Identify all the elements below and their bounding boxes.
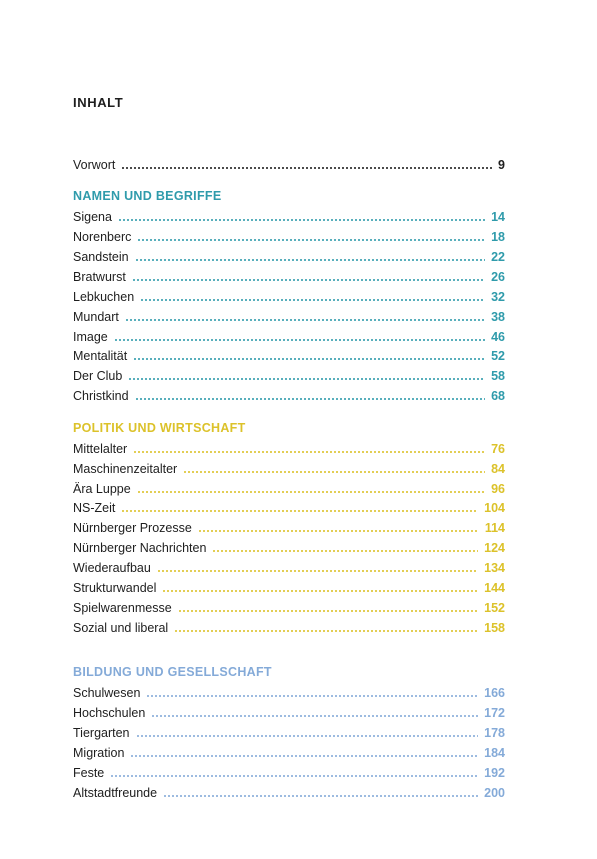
- toc-entry-label: Spielwarenmesse: [73, 601, 172, 615]
- toc-entry-label: Bratwurst: [73, 270, 126, 284]
- toc-entry-page: 152: [484, 601, 505, 615]
- toc-entry-page: 22: [491, 250, 505, 264]
- toc-entry-label: Strukturwandel: [73, 581, 157, 595]
- toc-entry[interactable]: [73, 287, 505, 307]
- toc-leader-dots: [135, 259, 485, 261]
- toc-entry[interactable]: [73, 618, 505, 638]
- toc-leader-dots: [174, 630, 478, 632]
- toc-leader-dots: [137, 491, 485, 493]
- toc-entry-page: 166: [484, 686, 505, 700]
- toc-entry-label: Hochschulen: [73, 706, 146, 720]
- toc-entry[interactable]: [73, 459, 505, 479]
- toc-entry-page: 124: [484, 541, 505, 555]
- toc-entry-label: Mittelalter: [73, 442, 128, 456]
- toc-entry-page: 192: [484, 766, 505, 780]
- toc-entry[interactable]: [73, 723, 505, 743]
- toc-entry-label: Sandstein: [73, 250, 129, 264]
- toc-entry-label: Christkind: [73, 389, 129, 403]
- toc-entry[interactable]: [73, 346, 505, 366]
- toc-entry-label: Der Club: [73, 369, 123, 383]
- toc-entry-page: 58: [491, 369, 505, 383]
- toc-entry[interactable]: [73, 227, 505, 247]
- toc-entry-page: 68: [491, 389, 505, 403]
- toc-leader-dots: [132, 279, 485, 281]
- toc-leader-dots: [157, 570, 478, 572]
- toc-entry-page: 144: [484, 581, 505, 595]
- section-heading-politik-und-wirtschaft: POLITIK UND WIRTSCHAFT: [73, 421, 246, 435]
- toc-entry-label: Image: [73, 330, 108, 344]
- toc-entry-page: 84: [491, 462, 505, 476]
- toc-entry[interactable]: [73, 703, 505, 723]
- toc-leader-dots: [137, 239, 485, 241]
- toc-entry[interactable]: [73, 783, 505, 803]
- toc-entry-label: Sigena: [73, 210, 112, 224]
- toc-entry-page: 38: [491, 310, 505, 324]
- toc-entry-page: 52: [491, 349, 505, 363]
- toc-entry-label: Schulwesen: [73, 686, 141, 700]
- toc-entry[interactable]: [73, 207, 505, 227]
- toc-entry-page: 9: [498, 158, 505, 172]
- toc-entry-page: 158: [484, 621, 505, 635]
- toc-entry[interactable]: [73, 683, 505, 703]
- toc-leader-dots: [198, 530, 479, 532]
- toc-entry-page: 114: [484, 521, 505, 535]
- toc-entry-page: 18: [491, 230, 505, 244]
- toc-entry-label: Nürnberger Prozesse: [73, 521, 192, 535]
- toc-entry-page: 178: [484, 726, 505, 740]
- toc-entry[interactable]: [73, 307, 505, 327]
- toc-leader-dots: [128, 378, 485, 380]
- toc-entry-page: 172: [484, 706, 505, 720]
- toc-leader-dots: [151, 715, 478, 717]
- toc-entry-page: 14: [491, 210, 505, 224]
- toc-entry[interactable]: [73, 598, 505, 618]
- toc-leader-dots: [136, 735, 479, 737]
- toc-entry-page: 32: [491, 290, 505, 304]
- toc-entry-page: 200: [484, 786, 505, 800]
- section-heading-namen-und-begriffe: NAMEN UND BEGRIFFE: [73, 189, 222, 203]
- toc-entry-label: Altstadtfreunde: [73, 786, 158, 800]
- toc-leader-dots: [146, 695, 478, 697]
- toc-entry[interactable]: [73, 538, 505, 558]
- toc-entry[interactable]: [73, 763, 505, 783]
- toc-leader-dots: [163, 795, 478, 797]
- section-heading-bildung-und-gesellschaft: BILDUNG UND GESELLSCHAFT: [73, 665, 272, 679]
- toc-entry-label: Sozial und liberal: [73, 621, 169, 635]
- toc-entry[interactable]: [73, 439, 505, 459]
- toc-entry-page: 104: [484, 501, 505, 515]
- toc-leader-dots: [212, 550, 478, 552]
- toc-entry[interactable]: [73, 743, 505, 763]
- toc-entry-page: 184: [484, 746, 505, 760]
- toc-entry[interactable]: [73, 498, 505, 518]
- toc-entry[interactable]: [73, 479, 505, 499]
- toc-entry-vorwort[interactable]: [73, 155, 505, 175]
- toc-entry[interactable]: [73, 327, 505, 347]
- toc-leader-dots: [178, 610, 478, 612]
- toc-entry-label: Maschinenzeitalter: [73, 462, 178, 476]
- toc-entry-label: Norenberc: [73, 230, 132, 244]
- toc-leader-dots: [125, 319, 485, 321]
- toc-entry-label: Tiergarten: [73, 726, 130, 740]
- toc-entry[interactable]: [73, 558, 505, 578]
- toc-entry[interactable]: [73, 366, 505, 386]
- toc-entry[interactable]: [73, 247, 505, 267]
- toc-entry-label: Mentalität: [73, 349, 128, 363]
- toc-entry-label: Vorwort: [73, 158, 116, 172]
- toc-entry-label: Migration: [73, 746, 125, 760]
- toc-leader-dots: [114, 339, 485, 341]
- toc-leader-dots: [133, 451, 485, 453]
- toc-entry[interactable]: [73, 518, 505, 538]
- toc-leader-dots: [121, 167, 492, 169]
- toc-entry-page: 46: [491, 330, 505, 344]
- toc-entry-label: Wiederaufbau: [73, 561, 151, 575]
- toc-leader-dots: [183, 471, 485, 473]
- toc-entry-page: 26: [491, 270, 505, 284]
- toc-entry-label: Mundart: [73, 310, 119, 324]
- toc-entry[interactable]: [73, 267, 505, 287]
- toc-leader-dots: [121, 510, 478, 512]
- toc-entry-label: Lebkuchen: [73, 290, 135, 304]
- toc-leader-dots: [130, 755, 478, 757]
- toc-leader-dots: [110, 775, 478, 777]
- toc-entry-label: Nürnberger Nachrichten: [73, 541, 207, 555]
- toc-leader-dots: [135, 398, 486, 400]
- toc-entry-page: 76: [491, 442, 505, 456]
- toc-entry-page: 134: [484, 561, 505, 575]
- toc-entry-page: 96: [491, 482, 505, 496]
- toc-entry-label: NS-Zeit: [73, 501, 116, 515]
- toc-entry-label: Ära Luppe: [73, 482, 131, 496]
- toc-leader-dots: [140, 299, 485, 301]
- page-title: INHALT: [73, 95, 124, 110]
- toc-entry[interactable]: [73, 386, 505, 406]
- toc-leader-dots: [162, 590, 478, 592]
- toc-leader-dots: [133, 358, 485, 360]
- toc-entry-label: Feste: [73, 766, 105, 780]
- toc-entry[interactable]: [73, 578, 505, 598]
- toc-leader-dots: [118, 219, 485, 221]
